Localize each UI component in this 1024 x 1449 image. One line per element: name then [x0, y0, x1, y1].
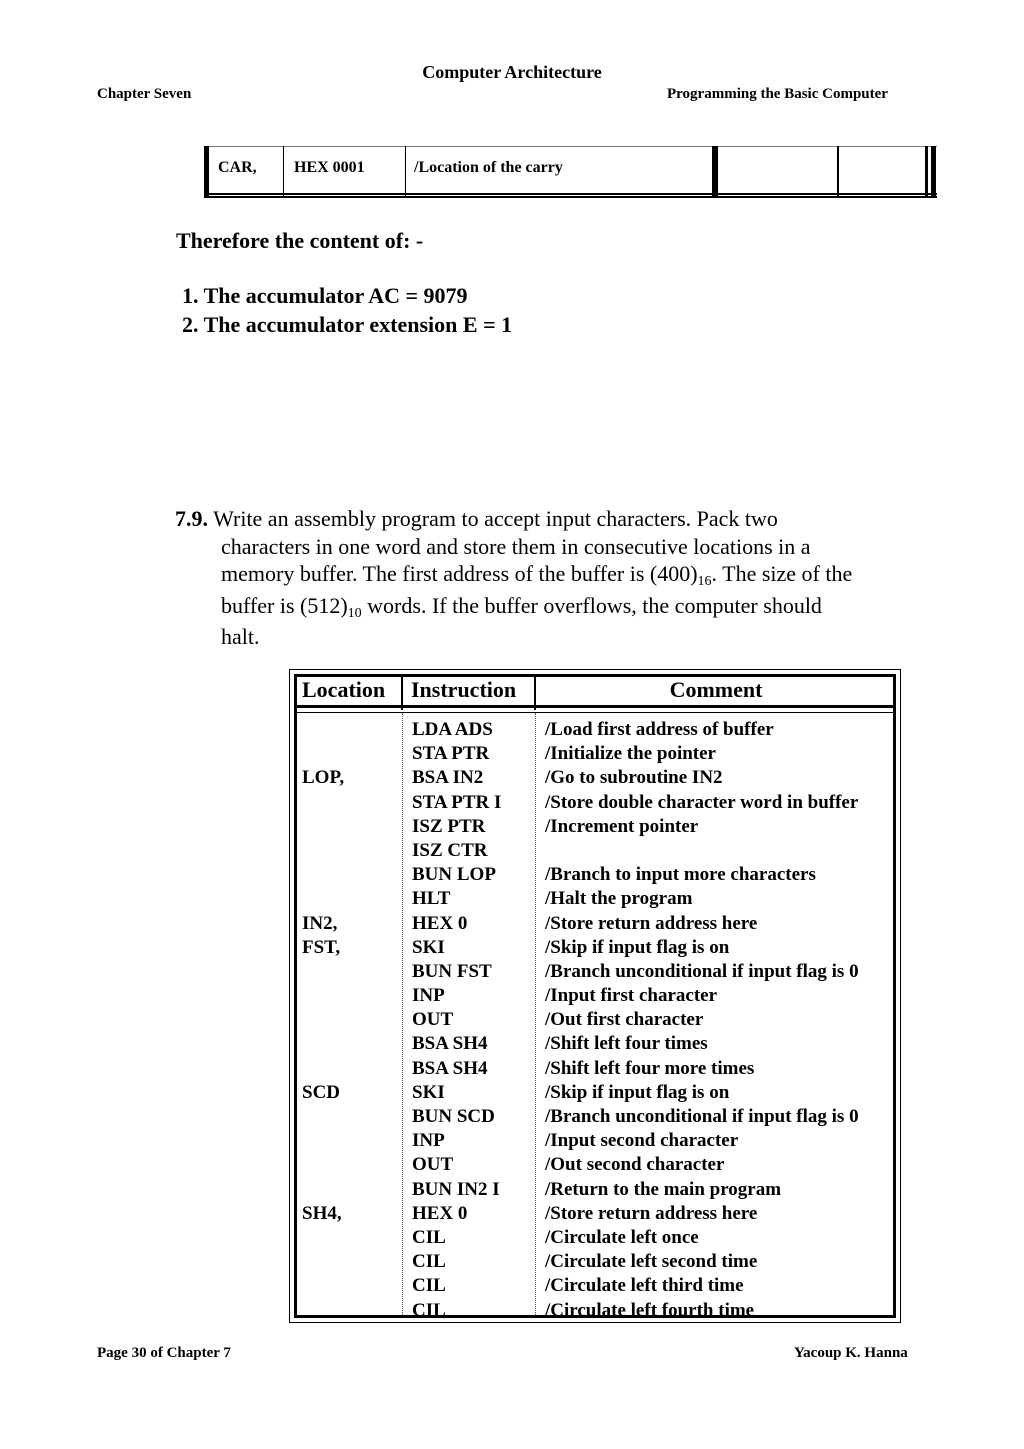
carry-instruction: HEX 0001: [294, 159, 365, 176]
column-divider: [535, 713, 536, 1315]
comment-cell: /Return to the main program: [545, 1178, 782, 1200]
location-cell: [302, 1008, 344, 1032]
instruction-cell: BSA SH4: [412, 1057, 488, 1079]
comment-cell: /Go to subroutine IN2: [545, 767, 723, 789]
instruction-cell: BUN FST: [412, 960, 492, 982]
page-number: Page 30 of Chapter 7: [97, 1345, 231, 1361]
problem-line: Write an assembly program to accept input characters. Pack two: [213, 506, 778, 531]
instruction-cell: BUN IN2 I: [412, 1178, 500, 1200]
comment-cell: /Input first character: [545, 985, 718, 1007]
table-border: [931, 146, 936, 196]
therefore-heading: Therefore the content of: -: [176, 228, 424, 253]
program-table: [289, 669, 901, 1323]
instruction-cell: SKI: [412, 1081, 445, 1103]
table-divider: [712, 146, 718, 196]
location-cell: [302, 815, 344, 839]
location-cell: [302, 1057, 344, 1081]
subscript: 10: [347, 605, 362, 621]
carry-label: CAR,: [218, 159, 257, 176]
instruction-cell: CIL: [412, 1251, 446, 1273]
comment-cell: /Shift left four times: [545, 1033, 708, 1055]
location-cell: [302, 1299, 344, 1323]
location-cell: [302, 1226, 344, 1250]
instruction-cell: OUT: [412, 1154, 454, 1176]
header-comment: Comment: [669, 677, 763, 702]
comment-cell: /Skip if input flag is on: [545, 1081, 730, 1103]
comment-cell: /Circulate left once: [545, 1226, 699, 1248]
problem-statement: [175, 505, 927, 651]
instruction-cell: ISZ CTR: [412, 839, 488, 861]
column-divider: [534, 674, 536, 710]
header-location: Location: [302, 677, 386, 702]
instruction-cell: SKI: [412, 936, 445, 958]
location-cell: LOP,: [302, 767, 345, 789]
comment-cell: /Branch unconditional if input flag is 0: [545, 1106, 859, 1127]
author: Yacoup K. Hanna: [794, 1345, 908, 1361]
carry-comment: /Location of the carry: [414, 159, 563, 176]
instruction-cell: HEX 0: [412, 1202, 468, 1224]
problem-line: . The size of the: [711, 561, 853, 586]
location-cell: [302, 984, 344, 1008]
table-border: [204, 146, 209, 196]
instruction-cell: HEX 0: [412, 912, 468, 934]
instruction-cell: ISZ PTR: [412, 815, 486, 837]
section-label: Programming the Basic Computer: [667, 86, 888, 102]
subscript: 16: [697, 574, 712, 589]
instruction-cell: BSA IN2: [412, 767, 484, 789]
comment-cell: /Branch unconditional if input flag is 0: [545, 960, 859, 982]
instruction-column: [412, 718, 501, 1323]
location-cell: [302, 742, 344, 766]
location-column: [302, 718, 344, 1323]
table-divider: [925, 146, 928, 196]
column-divider: [401, 674, 403, 710]
problem-line: words. If the buffer overflows, the computer should: [361, 592, 822, 618]
instruction-cell: STA PTR I: [412, 791, 502, 813]
carry-table: [204, 146, 937, 198]
instruction-cell: INP: [412, 1130, 445, 1152]
location-cell: [302, 887, 344, 911]
location-cell: [302, 1250, 344, 1274]
location-cell: [302, 960, 344, 984]
location-cell: [302, 839, 344, 863]
comment-cell: /Circulate left second time: [545, 1251, 758, 1273]
location-cell: SH4,: [302, 1202, 342, 1224]
comment-cell: /Input second character: [545, 1130, 739, 1152]
table-divider: [837, 146, 839, 196]
comment-cell: /Branch to input more characters: [545, 864, 816, 886]
problem-line: halt.: [221, 624, 260, 649]
location-cell: IN2,: [302, 912, 338, 934]
location-cell: [302, 863, 344, 887]
comment-cell: /Load first address of buffer: [545, 719, 774, 740]
comment-column: [545, 718, 859, 1323]
instruction-cell: BUN LOP: [412, 864, 496, 886]
comment-cell: /Circulate left fourth time: [545, 1299, 755, 1321]
comment-cell: /Skip if input flag is on: [545, 936, 730, 958]
location-cell: [302, 1129, 344, 1153]
instruction-cell: CIL: [412, 1299, 446, 1321]
document-title: Computer Architecture: [422, 62, 602, 82]
comment-cell: /Initialize the pointer: [545, 743, 716, 765]
table-divider: [405, 146, 406, 196]
location-cell: [302, 1032, 344, 1056]
location-cell: [302, 1153, 344, 1177]
comment-cell: /Circulate left third time: [545, 1275, 744, 1297]
column-divider: [402, 713, 403, 1315]
location-cell: [302, 718, 344, 742]
location-cell: [302, 1178, 344, 1202]
location-cell: [302, 1274, 344, 1298]
comment-cell: /Out second character: [545, 1154, 725, 1176]
header-separator: [294, 705, 896, 713]
instruction-cell: INP: [412, 985, 445, 1007]
instruction-cell: CIL: [412, 1226, 446, 1248]
problem-line: characters in one word and store them in consecutive locations in a: [221, 533, 811, 559]
instruction-cell: HLT: [412, 888, 451, 910]
comment-cell: [545, 839, 859, 863]
location-cell: SCD: [302, 1081, 341, 1103]
comment-cell: /Store return address here: [545, 912, 758, 934]
problem-line: buffer is (512): [221, 592, 348, 618]
instruction-cell: STA PTR: [412, 743, 490, 765]
comment-cell: /Store return address here: [545, 1202, 758, 1224]
problem-line: memory buffer. The first address of the buffer is (400): [221, 561, 698, 586]
location-cell: FST,: [302, 936, 341, 958]
comment-cell: /Halt the program: [545, 888, 693, 910]
instruction-cell: CIL: [412, 1275, 446, 1297]
instruction-cell: OUT: [412, 1009, 454, 1031]
result-item: 1. The accumulator AC = 9079: [182, 283, 468, 308]
table-divider: [283, 146, 284, 196]
comment-cell: /Store double character word in buffer: [545, 791, 859, 813]
instruction-cell: LDA ADS: [412, 719, 493, 740]
location-cell: [302, 791, 344, 815]
comment-cell: /Out first character: [545, 1009, 704, 1031]
comment-cell: /Increment pointer: [545, 815, 699, 837]
result-item: 2. The accumulator extension E = 1: [182, 312, 513, 337]
instruction-cell: BUN SCD: [412, 1106, 495, 1127]
header-instruction: Instruction: [411, 677, 517, 702]
problem-number: 7.9.: [175, 506, 208, 531]
instruction-cell: BSA SH4: [412, 1033, 488, 1055]
chapter-label: Chapter Seven: [97, 86, 192, 102]
location-cell: [302, 1105, 344, 1129]
comment-cell: /Shift left four more times: [545, 1057, 755, 1079]
